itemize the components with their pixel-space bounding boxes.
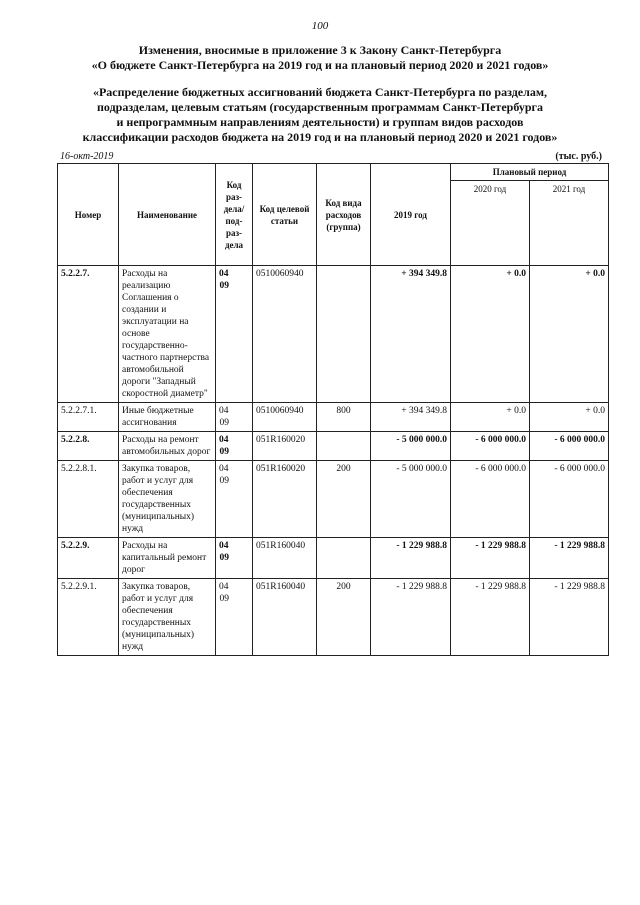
row-name: Расходы на капитальный ремонт дорог xyxy=(119,538,216,579)
row-2019: - 1 229 988.8 xyxy=(371,579,451,656)
row-number: 5.2.2.9. xyxy=(58,538,119,579)
row-section-code: 04 xyxy=(219,541,229,551)
row-2021: - 6 000 000.0 xyxy=(530,432,609,461)
row-section-code: 04 xyxy=(219,269,229,279)
table-row xyxy=(58,538,609,579)
row-section-code: 04 xyxy=(219,406,229,416)
row-subsection-code: 09 xyxy=(219,553,229,563)
row-2019: - 1 229 988.8 xyxy=(371,538,451,579)
row-2021: - 6 000 000.0 xyxy=(530,461,609,538)
row-section xyxy=(216,432,253,461)
table-row xyxy=(58,461,609,538)
title-line: Изменения, вносимые в приложение 3 к Закону Санкт-Петербурга xyxy=(138,43,502,57)
budget-table xyxy=(57,163,609,656)
row-expense: 800 xyxy=(317,403,371,432)
row-2019: + 394 349.8 xyxy=(371,403,451,432)
header-2019: 2019 год xyxy=(371,164,451,266)
title-line: «О бюджете Санкт-Петербурга на 2019 год и на плановый период 2020 и 2021 годов» xyxy=(91,58,549,72)
subtitle-line: классификации расходов бюджета на 2019 год и на плановый период 2020 и 2021 годов» xyxy=(82,130,558,144)
subtitle-line: «Распределение бюджетных ассигнований бюджета Санкт-Петербурга по разделам, xyxy=(92,85,548,99)
row-2019: - 5 000 000.0 xyxy=(371,432,451,461)
row-2020: + 0.0 xyxy=(451,403,530,432)
row-2020: - 6 000 000.0 xyxy=(451,432,530,461)
header-section: Код раз-дела/ под-раз-дела xyxy=(216,164,253,266)
row-name: Закупка товаров, работ и услуг для обеспечения государственных (муниципальных) нужд xyxy=(119,579,216,656)
units-label: (тыс. руб.) xyxy=(555,151,602,162)
row-number: 5.2.2.8.1. xyxy=(58,461,119,538)
row-expense xyxy=(317,266,371,403)
row-section xyxy=(216,266,253,403)
row-subsection-code: 09 xyxy=(219,418,229,428)
header-2021: 2021 год xyxy=(530,181,609,266)
subtitle-line: и непрограммным направлениям деятельности) и группам видов расходов xyxy=(116,115,524,129)
row-number: 5.2.2.7. xyxy=(58,266,119,403)
header-2020: 2020 год xyxy=(451,181,530,266)
document-date: 16-окт-2019 xyxy=(60,151,114,162)
row-name: Расходы на реализацию Соглашения о создании и эксплуатации на основе государственно-частного партнерства автомобильной дороги "Западный скоростной диаметр" xyxy=(119,266,216,403)
row-2019: - 5 000 000.0 xyxy=(371,461,451,538)
table-row xyxy=(58,266,609,403)
row-number: 5.2.2.8. xyxy=(58,432,119,461)
page-number: 100 xyxy=(311,20,329,32)
row-section-code: 04 xyxy=(219,582,229,592)
row-target: 051R160020 xyxy=(253,461,317,538)
row-2020: - 6 000 000.0 xyxy=(451,461,530,538)
header-target: Код целевой статьи xyxy=(253,164,317,266)
row-name: Иные бюджетные ассигнования xyxy=(119,403,216,432)
row-target: 051R160020 xyxy=(253,432,317,461)
row-expense: 200 xyxy=(317,461,371,538)
row-target: 051R160040 xyxy=(253,579,317,656)
row-2021: - 1 229 988.8 xyxy=(530,538,609,579)
row-section-code: 04 xyxy=(219,435,229,445)
row-subsection-code: 09 xyxy=(219,476,229,486)
table-row xyxy=(58,432,609,461)
header-planned-period: Плановый период xyxy=(451,164,609,181)
subtitle-line: подразделам, целевым статьям (государственным программам Санкт-Петербурга xyxy=(97,100,543,114)
row-expense: 200 xyxy=(317,579,371,656)
row-name: Расходы на ремонт автомобильных дорог xyxy=(119,432,216,461)
row-2019: + 394 349.8 xyxy=(371,266,451,403)
table-row xyxy=(58,579,609,656)
row-2020: - 1 229 988.8 xyxy=(451,579,530,656)
row-section xyxy=(216,461,253,538)
row-expense xyxy=(317,538,371,579)
document-title xyxy=(20,43,620,73)
header-name: Наименование xyxy=(119,164,216,266)
header-number: Номер xyxy=(58,164,119,266)
table-row xyxy=(58,403,609,432)
row-2020: - 1 229 988.8 xyxy=(451,538,530,579)
row-number: 5.2.2.7.1. xyxy=(58,403,119,432)
document-subtitle xyxy=(20,85,620,145)
row-target: 051R160040 xyxy=(253,538,317,579)
row-target: 0510060940 xyxy=(253,403,317,432)
header-expense: Код вида расходов (группа) xyxy=(317,164,371,266)
row-section xyxy=(216,579,253,656)
row-expense xyxy=(317,432,371,461)
row-2021: + 0.0 xyxy=(530,403,609,432)
row-2021: - 1 229 988.8 xyxy=(530,579,609,656)
row-subsection-code: 09 xyxy=(219,447,229,457)
row-target: 0510060940 xyxy=(253,266,317,403)
row-section xyxy=(216,538,253,579)
row-section-code: 04 xyxy=(219,464,229,474)
row-name: Закупка товаров, работ и услуг для обеспечения государственных (муниципальных) нужд xyxy=(119,461,216,538)
row-section xyxy=(216,403,253,432)
row-number: 5.2.2.9.1. xyxy=(58,579,119,656)
row-subsection-code: 09 xyxy=(219,594,229,604)
row-2021: + 0.0 xyxy=(530,266,609,403)
row-subsection-code: 09 xyxy=(219,281,229,291)
row-2020: + 0.0 xyxy=(451,266,530,403)
